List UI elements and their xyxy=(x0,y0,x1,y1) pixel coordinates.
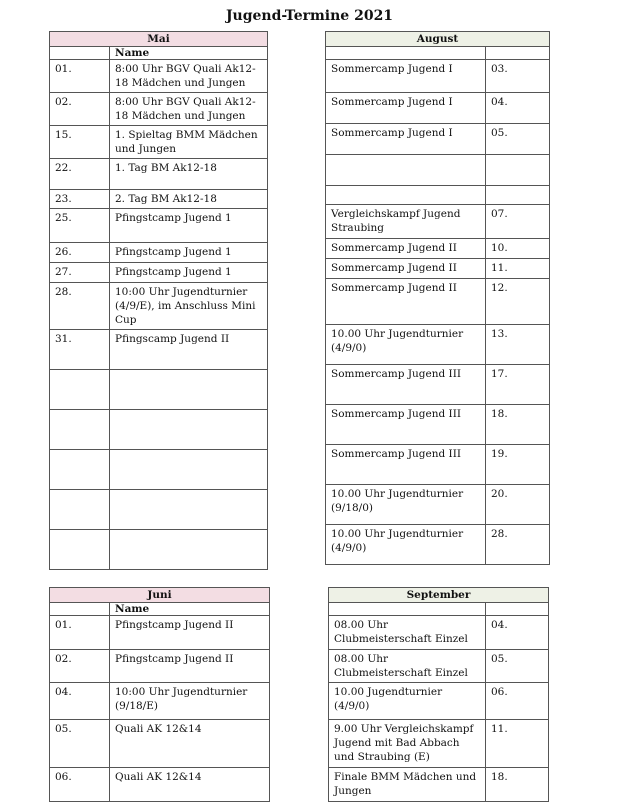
august-event-cell: 10.00 Uhr Jugendturnier (4/9/0) xyxy=(326,525,486,565)
august-event-cell: Sommercamp Jugend III xyxy=(326,365,486,405)
september-blank-header xyxy=(329,603,486,616)
september-day-cell: 04. xyxy=(486,616,549,650)
mai-row xyxy=(50,263,268,283)
september-table xyxy=(328,587,549,802)
mai-row xyxy=(50,530,268,570)
september-day-header xyxy=(486,603,549,616)
mai-day-cell: 15. xyxy=(50,126,110,159)
august-event-cell: Sommercamp Jugend III xyxy=(326,405,486,445)
september-row xyxy=(329,768,549,802)
mai-event-cell: Pfingstcamp Jugend 1 xyxy=(110,243,268,263)
august-row xyxy=(326,60,550,93)
mai-event-cell xyxy=(110,410,268,450)
juni-name-header: Name xyxy=(110,603,270,616)
juni-day-cell: 05. xyxy=(50,720,110,768)
mai-event-cell: 8:00 Uhr BGV Quali Ak12-18 Mädchen und Jungen xyxy=(110,60,268,93)
august-event-cell: 10.00 Uhr Jugendturnier (9/18/0) xyxy=(326,485,486,525)
august-event-cell: Sommercamp Jugend III xyxy=(326,445,486,485)
september-row xyxy=(329,720,549,768)
september-day-cell: 05. xyxy=(486,650,549,683)
juni-day-header xyxy=(50,603,110,616)
august-event-cell xyxy=(326,155,486,186)
juni-header: Juni xyxy=(50,588,270,603)
juni-event-cell: Quali AK 12&14 xyxy=(110,768,270,802)
august-event-cell: Sommercamp Jugend II xyxy=(326,279,486,325)
mai-row xyxy=(50,209,268,243)
mai-row xyxy=(50,410,268,450)
august-day-cell: 28. xyxy=(486,525,550,565)
august-blank-header xyxy=(326,47,486,60)
september-day-cell: 11. xyxy=(486,720,549,768)
mai-row xyxy=(50,60,268,93)
august-day-cell: 05. xyxy=(486,124,550,155)
juni-event-cell: 10:00 Uhr Jugendturnier (9/18/E) xyxy=(110,683,270,720)
mai-event-cell: 1. Tag BM Ak12-18 xyxy=(110,159,268,190)
september-row xyxy=(329,683,549,720)
mai-event-cell: Pfingstcamp Jugend 1 xyxy=(110,209,268,243)
mai-day-cell: 26. xyxy=(50,243,110,263)
mai-event-cell: 1. Spieltag BMM Mädchen und Jungen xyxy=(110,126,268,159)
juni-event-cell: Quali AK 12&14 xyxy=(110,720,270,768)
august-day-cell xyxy=(486,155,550,186)
juni-day-cell: 04. xyxy=(50,683,110,720)
august-table xyxy=(325,31,550,565)
august-day-cell: 03. xyxy=(486,60,550,93)
september-event-cell: 10.00 Jugendturnier (4/9/0) xyxy=(329,683,486,720)
august-row xyxy=(326,186,550,205)
mai-day-cell: 23. xyxy=(50,190,110,209)
mai-event-cell xyxy=(110,450,268,490)
mai-row xyxy=(50,283,268,330)
mai-event-cell: 10:00 Uhr Jugendturnier (4/9/E), im Anschluss Mini Cup xyxy=(110,283,268,330)
september-event-cell: 08.00 Uhr Clubmeisterschaft Einzel xyxy=(329,650,486,683)
august-row xyxy=(326,259,550,279)
august-day-cell: 11. xyxy=(486,259,550,279)
august-day-cell: 04. xyxy=(486,93,550,124)
mai-day-cell xyxy=(50,450,110,490)
august-event-cell: Sommercamp Jugend II xyxy=(326,239,486,259)
august-day-cell: 20. xyxy=(486,485,550,525)
mai-event-cell: 8:00 Uhr BGV Quali Ak12-18 Mädchen und Jungen xyxy=(110,93,268,126)
juni-row xyxy=(50,683,270,720)
mai-day-cell xyxy=(50,370,110,410)
september-event-cell: 9.00 Uhr Vergleichskampf Jugend mit Bad Abbach und Straubing (E) xyxy=(329,720,486,768)
mai-row xyxy=(50,330,268,370)
mai-event-cell: Pfingstcamp Jugend 1 xyxy=(110,263,268,283)
mai-row xyxy=(50,159,268,190)
mai-row xyxy=(50,126,268,159)
mai-event-cell xyxy=(110,530,268,570)
mai-row xyxy=(50,370,268,410)
august-event-cell: Sommercamp Jugend II xyxy=(326,259,486,279)
mai-table xyxy=(49,31,268,570)
mai-row xyxy=(50,490,268,530)
august-event-cell: Sommercamp Jugend I xyxy=(326,124,486,155)
august-row xyxy=(326,205,550,239)
august-row xyxy=(326,525,550,565)
mai-day-cell: 22. xyxy=(50,159,110,190)
august-row xyxy=(326,325,550,365)
august-day-cell: 17. xyxy=(486,365,550,405)
august-event-cell xyxy=(326,186,486,205)
mai-day-cell: 02. xyxy=(50,93,110,126)
august-day-cell: 18. xyxy=(486,405,550,445)
august-event-cell: Sommercamp Jugend I xyxy=(326,93,486,124)
september-row xyxy=(329,650,549,683)
august-day-header xyxy=(486,47,550,60)
mai-day-cell: 27. xyxy=(50,263,110,283)
juni-day-cell: 06. xyxy=(50,768,110,802)
september-event-cell: Finale BMM Mädchen und Jungen xyxy=(329,768,486,802)
august-day-cell: 10. xyxy=(486,239,550,259)
august-row xyxy=(326,485,550,525)
mai-event-cell xyxy=(110,370,268,410)
august-event-cell: Vergleichskampf Jugend Straubing xyxy=(326,205,486,239)
mai-event-cell: 2. Tag BM Ak12-18 xyxy=(110,190,268,209)
mai-day-cell: 31. xyxy=(50,330,110,370)
august-day-cell: 07. xyxy=(486,205,550,239)
mai-event-cell: Pfingscamp Jugend II xyxy=(110,330,268,370)
juni-row xyxy=(50,616,270,650)
august-row xyxy=(326,279,550,325)
mai-day-cell: 01. xyxy=(50,60,110,93)
mai-day-cell: 28. xyxy=(50,283,110,330)
juni-event-cell: Pfingstcamp Jugend II xyxy=(110,616,270,650)
august-event-cell: Sommercamp Jugend I xyxy=(326,60,486,93)
mai-day-cell xyxy=(50,410,110,450)
september-header: September xyxy=(329,588,549,603)
juni-table xyxy=(49,587,270,802)
august-header: August xyxy=(326,32,550,47)
mai-day-header xyxy=(50,47,110,60)
juni-row xyxy=(50,720,270,768)
mai-day-cell xyxy=(50,530,110,570)
mai-day-cell: 25. xyxy=(50,209,110,243)
august-row xyxy=(326,445,550,485)
mai-row xyxy=(50,190,268,209)
august-row xyxy=(326,405,550,445)
mai-row xyxy=(50,93,268,126)
mai-day-cell xyxy=(50,490,110,530)
august-event-cell: 10.00 Uhr Jugendturnier (4/9/0) xyxy=(326,325,486,365)
mai-row xyxy=(50,243,268,263)
mai-event-cell xyxy=(110,490,268,530)
page-title: Jugend-Termine 2021 xyxy=(225,8,394,24)
september-day-cell: 18. xyxy=(486,768,549,802)
mai-name-header: Name xyxy=(110,47,268,60)
august-day-cell: 19. xyxy=(486,445,550,485)
juni-day-cell: 02. xyxy=(50,650,110,683)
juni-event-cell: Pfingstcamp Jugend II xyxy=(110,650,270,683)
august-row xyxy=(326,239,550,259)
september-event-cell: 08.00 Uhr Clubmeisterschaft Einzel xyxy=(329,616,486,650)
juni-row xyxy=(50,650,270,683)
august-day-cell: 13. xyxy=(486,325,550,365)
september-row xyxy=(329,616,549,650)
august-row xyxy=(326,93,550,124)
august-row xyxy=(326,124,550,155)
august-row xyxy=(326,155,550,186)
august-row xyxy=(326,365,550,405)
mai-header: Mai xyxy=(50,32,268,47)
september-day-cell: 06. xyxy=(486,683,549,720)
mai-row xyxy=(50,450,268,490)
juni-row xyxy=(50,768,270,802)
juni-day-cell: 01. xyxy=(50,616,110,650)
august-day-cell: 12. xyxy=(486,279,550,325)
august-day-cell xyxy=(486,186,550,205)
